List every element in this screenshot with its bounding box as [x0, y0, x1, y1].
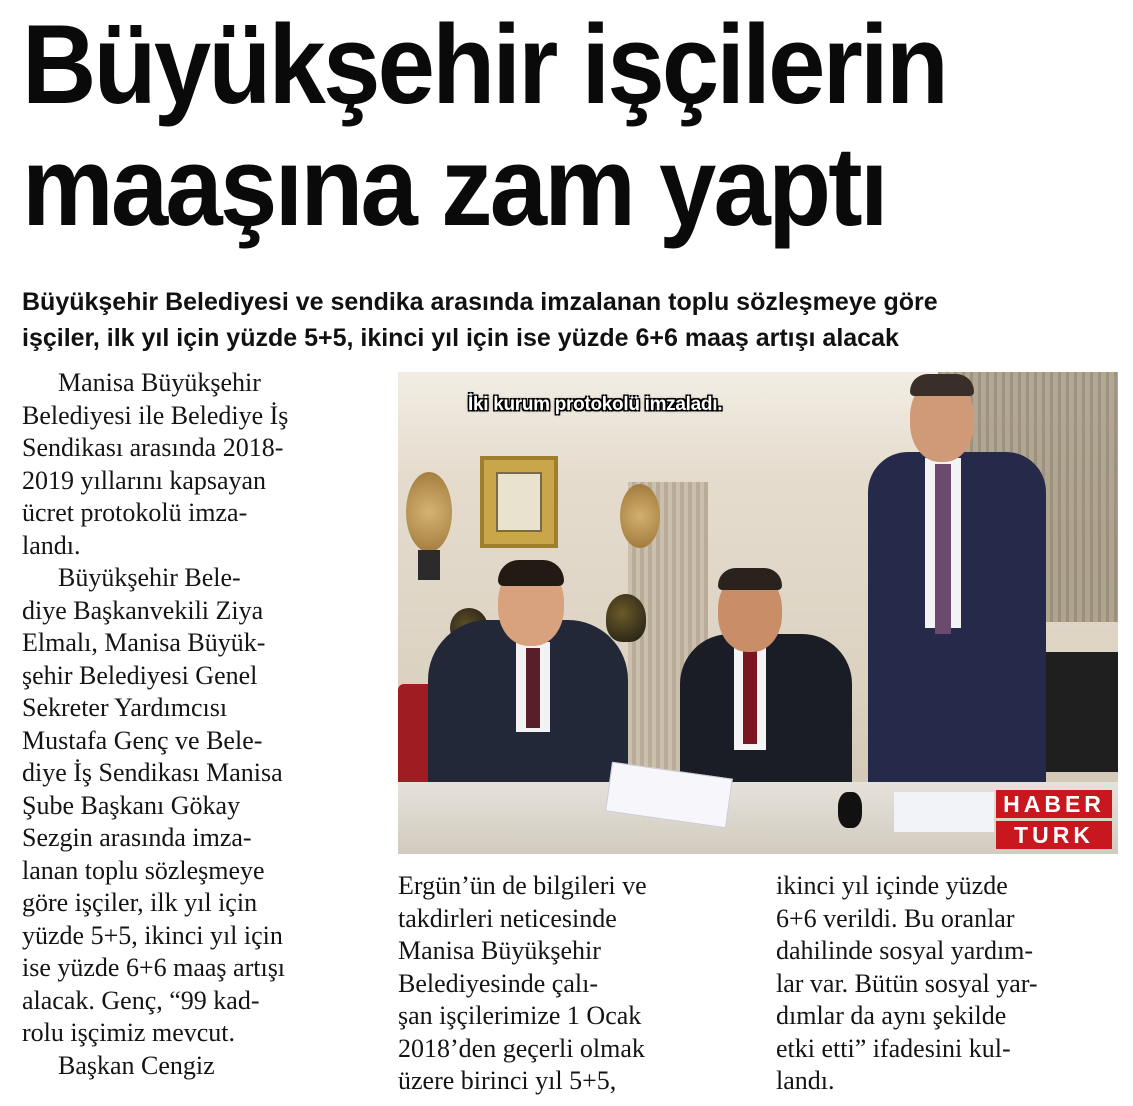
column-line: Sendikası arasında 2018-	[22, 433, 284, 462]
column-line: yüzde 5+5, ikinci yıl için	[22, 920, 283, 950]
column-line: göre işçiler, ilk yıl için	[22, 888, 258, 917]
headline-line-2: maaşına zam yaptı	[22, 124, 886, 249]
column-line: alacak. Genç, “99 kad-	[22, 985, 260, 1015]
photo-decor-tree	[620, 484, 660, 548]
column-line: Manisa Büyükşehir	[398, 936, 601, 965]
column-line: dahilinde sosyal yardım-	[776, 936, 1034, 965]
news-photo	[398, 372, 1118, 854]
column-line: Büyükşehir Bele-	[58, 563, 241, 592]
column-line: Şube Başkanı Gökay	[22, 790, 241, 820]
column-line: Ergün’ün de bilgileri ve	[398, 871, 647, 900]
column-line: 2018’den geçerli olmak	[398, 1033, 645, 1063]
column-line: Elmalı, Manisa Büyük-	[22, 628, 266, 657]
column-line: Sezgin arasında imza-	[22, 823, 252, 852]
column-line: diye İş Sendikası Manisa	[22, 758, 283, 787]
column-line: üzere birinci yıl 5+5,	[398, 1066, 617, 1095]
article-column-1	[22, 367, 382, 1082]
photo-caption: İki kurum protokolü imzaladı.	[468, 394, 723, 415]
column-line: Belediyesinde çalı-	[398, 968, 598, 998]
photo-microphone	[838, 792, 862, 828]
column-line: 2019 yıllarını kapsayan	[22, 465, 267, 495]
photo-vase	[606, 594, 646, 642]
column-line: rolu işçimiz mevcut.	[22, 1018, 236, 1047]
photo-decor-tree	[406, 472, 452, 552]
article-column-3	[776, 870, 1121, 1098]
column-line: takdirleri neticesinde	[398, 903, 617, 933]
photo-decor-pot	[418, 550, 440, 580]
article-column-2	[398, 870, 738, 1098]
column-line: Belediyesi ile Belediye İş	[22, 400, 289, 430]
logo-line-2: TURK	[996, 821, 1112, 849]
photo-wall-frame	[480, 456, 558, 548]
column-line: Manisa Büyükşehir	[58, 368, 261, 397]
column-line: şan işçilerimize 1 Ocak	[398, 1001, 642, 1030]
column-line: dımlar da aynı şekilde	[776, 1001, 1007, 1030]
column-line: Başkan Cengiz	[58, 1050, 215, 1080]
subheadline	[22, 284, 1122, 356]
logo-line-1: HABER	[996, 790, 1112, 818]
column-line: ücret protokolü imza-	[22, 498, 248, 527]
column-line: lar var. Bütün sosyal yar-	[776, 968, 1038, 998]
column-line: landı.	[776, 1066, 835, 1095]
column-line: etki etti” ifadesini kul-	[776, 1033, 1011, 1063]
column-line: lanan toplu sözleşmeye	[22, 855, 265, 885]
column-line: şehir Belediyesi Genel	[22, 660, 258, 690]
column-line: ikinci yıl içinde yüzde	[776, 871, 1008, 900]
subheadline-line-1: Büyükşehir Belediyesi ve sendika arasında imzalanan toplu sözleşmeye göre	[22, 288, 938, 316]
column-line: diye Başkanvekili Ziya	[22, 595, 264, 625]
column-line: landı.	[22, 530, 81, 560]
column-line: 6+6 verildi. Bu oranlar	[776, 903, 1015, 933]
headline-line-1: Büyükşehir işçilerin	[22, 2, 947, 127]
headline	[22, 4, 1034, 248]
column-line: ise yüzde 6+6 maaş artışı	[22, 953, 286, 982]
haberturk-logo	[996, 790, 1112, 852]
subheadline-line-2: işçiler, ilk yıl için yüzde 5+5, ikinci yıl için ise yüzde 6+6 maaş artışı alacak	[22, 324, 899, 352]
photo-document	[894, 792, 994, 832]
column-line: Sekreter Yardımcısı	[22, 693, 228, 722]
column-line: Mustafa Genç ve Bele-	[22, 725, 263, 755]
